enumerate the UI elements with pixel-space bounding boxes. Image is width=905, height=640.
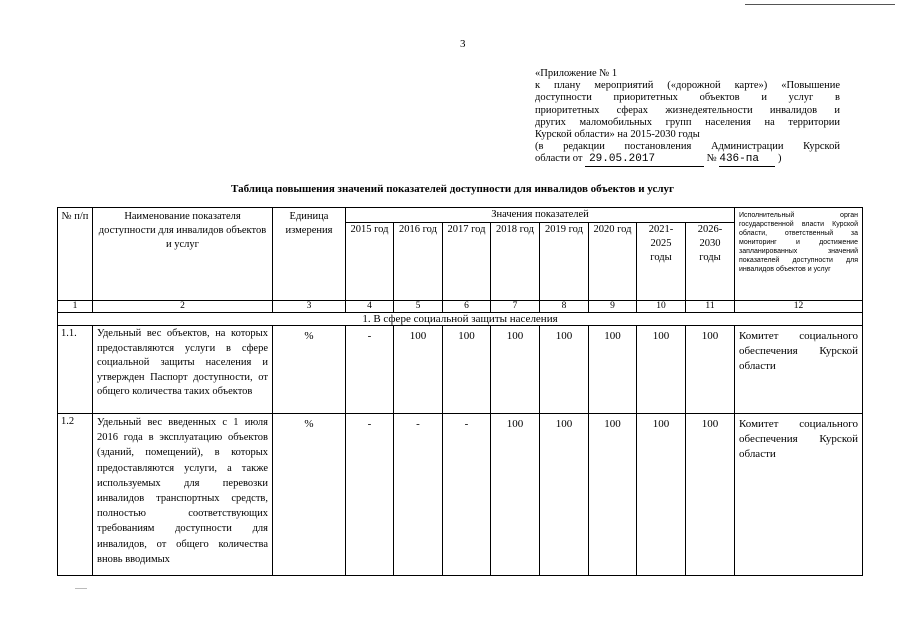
header-values-group: Значения показателей	[346, 208, 735, 223]
number-prefix: №	[706, 153, 717, 165]
header-row-1	[58, 208, 863, 223]
column-number: 11	[686, 301, 735, 313]
header-year: 2016 год	[394, 223, 443, 301]
row-value: 100	[540, 326, 589, 414]
column-number: 5	[394, 301, 443, 313]
table-row	[58, 326, 863, 414]
header-executor: Исполнительный орган государственной власти Курской области, ответственный за мониторинг и достижение запланированных значений показателей доступности для инвалидов объектов и услуг	[735, 208, 863, 301]
row-value: 100	[491, 326, 540, 414]
row-unit: %	[273, 414, 346, 576]
header-year: 2019 год	[540, 223, 589, 301]
row-value: -	[394, 414, 443, 576]
row-name: Удельный вес объектов, на которых предоставляются услуги в сфере социальной защиты населения и утвержден Паспорт доступности, от общего количества таких объектов	[93, 326, 273, 414]
column-number: 7	[491, 301, 540, 313]
row-unit: %	[273, 326, 346, 414]
row-value: -	[443, 414, 491, 576]
row-value: -	[346, 414, 394, 576]
page-number: 3	[460, 38, 466, 50]
column-number: 8	[540, 301, 589, 313]
column-number: 10	[637, 301, 686, 313]
row-value: 100	[589, 414, 637, 576]
row-value: 100	[686, 414, 735, 576]
section-row	[58, 313, 863, 326]
header-year: 2021-2025 годы	[637, 223, 686, 301]
column-number: 4	[346, 301, 394, 313]
row-executor: Комитет социального обеспечения Курской области	[735, 326, 863, 414]
column-number: 9	[589, 301, 637, 313]
header-year: 2017 год	[443, 223, 491, 301]
appendix-date-line	[535, 153, 840, 166]
row-name: Удельный вес введенных с 1 июля 2016 года в эксплуатацию объектов (зданий, помещений), в которых предоставляются услуги, а также используемых для перевозки инвалидов транспортных средств, полностью соответствующих требованиям доступности для инвалидов, от общего количества вновь вводимых	[93, 414, 273, 576]
number-value: 436-па	[719, 153, 775, 166]
table-title: Таблица повышения значений показателей доступности для инвалидов объектов и услуг	[231, 183, 674, 195]
column-number: 1	[58, 301, 93, 313]
header-name: Наименование показателя доступности для инвалидов объектов и услуг	[93, 208, 273, 301]
row-executor: Комитет социального обеспечения Курской области	[735, 414, 863, 576]
row-value: 100	[686, 326, 735, 414]
column-numbers-row	[58, 301, 863, 313]
row-value: 100	[637, 414, 686, 576]
row-value: -	[346, 326, 394, 414]
column-number: 3	[273, 301, 346, 313]
date-value: 29.05.2017	[585, 153, 704, 166]
row-value: 100	[589, 326, 637, 414]
close-paren: )	[777, 153, 782, 165]
column-number: 6	[443, 301, 491, 313]
table-row	[58, 414, 863, 576]
date-prefix: области от	[535, 153, 583, 165]
appendix-line: других маломобильных групп населения на территории	[535, 116, 840, 128]
header-year: 2026-2030 годы	[686, 223, 735, 301]
appendix-line: Курской области» на 2015-2030 годы	[535, 129, 700, 141]
row-value: 100	[443, 326, 491, 414]
header-num: № п/п	[58, 208, 93, 301]
header-year: 2018 год	[491, 223, 540, 301]
appendix-line: к плану мероприятий («дорожной карте») «Повышение	[535, 80, 840, 92]
row-value: 100	[540, 414, 589, 576]
header-unit: Единица измерения	[273, 208, 346, 301]
row-num: 1.2	[58, 414, 93, 576]
appendix-line: «Приложение № 1	[535, 68, 618, 79]
bottom-mark	[75, 588, 87, 589]
row-value: 100	[637, 326, 686, 414]
appendix-line: приоритетных сферах жизнедеятельности инвалидов и	[535, 104, 840, 116]
column-number: 12	[735, 301, 863, 313]
section-title: 1. В сфере социальной защиты населения	[58, 313, 863, 326]
row-num: 1.1.	[58, 326, 93, 414]
appendix-line: доступности приоритетных объектов и услуг в	[535, 92, 840, 104]
row-value: 100	[394, 326, 443, 414]
header-year: 2020 год	[589, 223, 637, 301]
row-value: 100	[491, 414, 540, 576]
appendix-line: (в редакции постановления Администрации Курской	[535, 141, 840, 153]
indicators-table	[57, 207, 863, 576]
column-number: 2	[93, 301, 273, 313]
top-rule	[745, 4, 895, 5]
appendix-block	[535, 68, 840, 167]
header-year: 2015 год	[346, 223, 394, 301]
